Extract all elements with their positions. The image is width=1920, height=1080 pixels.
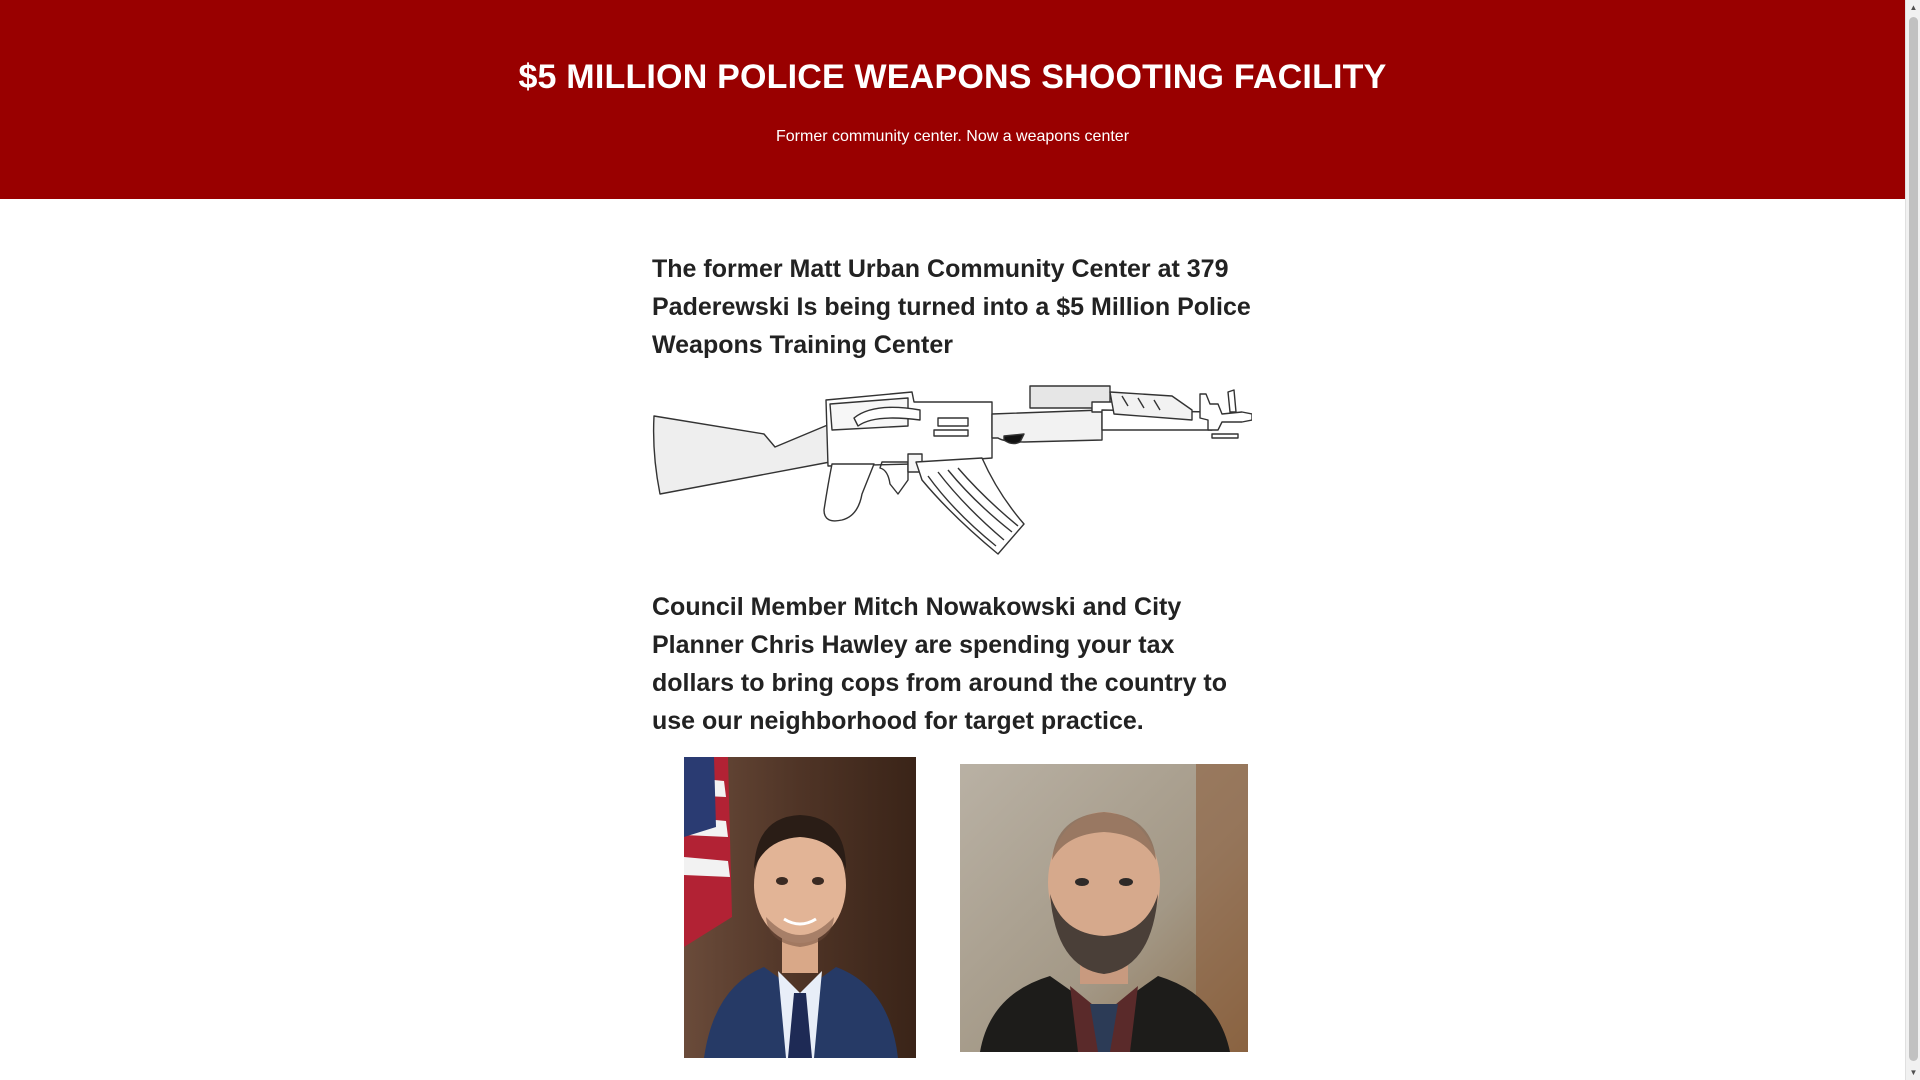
intro-paragraph: The former Matt Urban Community Center at 379 Paderewski Is being turned into a $5 Million Police Weapons Training Center	[652, 255, 1251, 359]
page-title: $5 MILLION POLICE WEAPONS SHOOTING FACILITY	[518, 58, 1387, 96]
main-content	[652, 250, 1252, 740]
arrow-down-icon[interactable]: ▼	[1909, 1068, 1918, 1077]
page-header	[0, 0, 1905, 199]
portrait-photos	[652, 757, 1252, 1057]
page-scrollbar[interactable]	[1905, 0, 1920, 1080]
city-planner-portrait	[960, 764, 1248, 1052]
council-paragraph: Council Member Mitch Nowakowski and City Planner Chris Hawley are spending your tax dollars to bring cops from around the country to use our neighborhood for target practice.	[652, 593, 1228, 735]
arrow-up-icon[interactable]: ▲	[1909, 3, 1918, 12]
page-subtitle: Former community center. Now a weapons center	[775, 128, 1130, 145]
council-member-portrait	[684, 757, 916, 1058]
rifle-illustration	[652, 384, 1252, 559]
scrollbar-thumb[interactable]	[1909, 17, 1918, 1061]
